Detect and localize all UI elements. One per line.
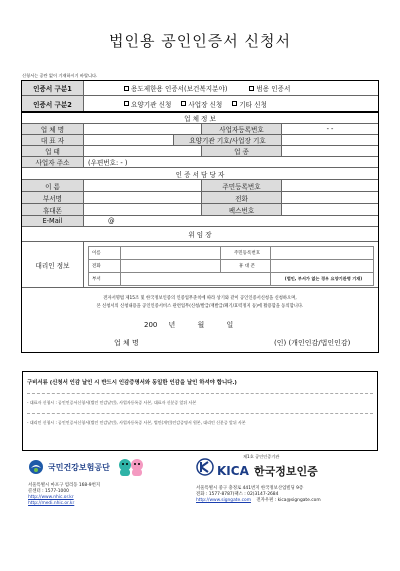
manager-phone-field[interactable] (282, 192, 378, 203)
address-label: 사업자 주소 (22, 157, 84, 167)
nhic-address: 서울특별시 마포구 염리동 168-9번지 (28, 483, 101, 488)
nhic-block (28, 457, 188, 507)
checkbox-icon[interactable] (181, 101, 186, 106)
delegate-phone-field[interactable] (121, 260, 221, 273)
seal-label: (인) (개인인감/법인인감) (274, 339, 351, 347)
kica-url[interactable]: http://www.signgate.com (196, 498, 251, 503)
delegate-name-label: 이름 (89, 247, 121, 260)
nhic-url-2[interactable]: http://medi.nhic.or.kr (28, 501, 75, 506)
delegate-name-field[interactable] (121, 247, 221, 260)
delegate-mobile-field[interactable] (271, 260, 374, 273)
manager-mobile-field[interactable] (84, 204, 202, 215)
manager-dept-field[interactable] (84, 192, 202, 203)
required-documents-ceo: - 대표자 신청시 : 공인인증서신청서(법인 인감날인), 사업자등록증 사본, 대표자 신분증 앞뒤 사본 (27, 400, 197, 405)
delegate-dept-note: (법인, 부서가 없는 경우 요양기관명 기재) (271, 273, 374, 286)
required-documents-heading: 구비서류 (신청서 인감 날인 시 반드시 인감증명서와 동일한 인감을 날인 하셔야 합니다.) (27, 380, 237, 386)
cert-type-option-general[interactable]: 범용 인증서 (249, 83, 290, 93)
apply-type-row (22, 96, 378, 113)
consent-line-2: 본 신청서의 신청내용을 공인인증서비스 관련업무(신청/발급/재발급/폐기/효력정지 등)에 활용함을 동의합니다. (96, 304, 304, 309)
apply-type-option-workplace[interactable]: 사업장 신청 (181, 99, 222, 109)
manager-rrn-field[interactable] (282, 180, 378, 191)
consent-block (22, 288, 378, 352)
kica-brand: KICA (217, 464, 249, 478)
kica-logo-icon (196, 458, 214, 476)
delegate-rrn-field[interactable] (271, 247, 374, 260)
ceo-field[interactable] (84, 135, 174, 145)
required-documents-box (22, 371, 378, 451)
manager-mobile-label: 휴대폰 (22, 204, 84, 215)
checkbox-icon[interactable] (124, 86, 129, 91)
mascot-icon (116, 457, 146, 477)
cert-type-option-restricted[interactable]: 용도제한용 인증서(보건복지분야) (124, 83, 227, 93)
kica-tagline: 제1호 공인인증기관 (243, 454, 280, 459)
manager-fax-label: 팩스번호 (202, 204, 282, 215)
delegate-phone-label: 전화 (89, 260, 121, 273)
checkbox-icon[interactable] (232, 101, 237, 106)
institution-code-label: 요양기관 기호/사업장 기호 (174, 135, 282, 145)
kica-email[interactable]: 전자우편 : kica@signgate.com (256, 498, 321, 503)
form-title: 법인용 공인인증서 신청서 (109, 32, 291, 50)
kica-block (196, 454, 376, 504)
bizno-field[interactable]: - - (326, 125, 334, 133)
kica-name: 한국정보인증 (253, 465, 318, 478)
delegate-row (22, 242, 378, 288)
company-name-label: 업 체 명 (22, 124, 84, 134)
delegate-dept-label: 부서 (89, 273, 121, 286)
checkbox-icon[interactable] (124, 101, 129, 106)
manager-name-field[interactable] (84, 180, 202, 191)
kica-address: 서울특별시 중구 충정로 441번지 한국정보산업빌딩 9층 (196, 486, 304, 491)
manager-dept-label: 부서명 (22, 192, 84, 203)
manager-phone-label: 전화 (202, 192, 282, 203)
apply-type-label: 인증서 구분2 (22, 96, 84, 111)
checkbox-icon[interactable] (249, 86, 254, 91)
manager-rrn-label: 주민등록번호 (202, 180, 282, 191)
apply-type-option-hospital[interactable]: 요양기관 신청 (124, 99, 171, 109)
nhic-url-1[interactable]: http://www.nhic.or.kr (28, 495, 74, 500)
business-type-label: 업 태 (22, 146, 84, 156)
nhic-logo-icon (28, 459, 44, 475)
required-documents-delegate: - 대리인 신청시 : 공인인증서신청서(법인 인감날인), 사업자등록증 사본, 법인(개인)인감증명서 원본, 대리인 신분증 앞뒤 사본 (27, 420, 246, 425)
signer-label: 업 체 명 (114, 339, 139, 347)
business-item-field[interactable] (282, 146, 378, 156)
ceo-label: 대 표 자 (22, 135, 84, 145)
apply-type-option-other[interactable]: 기타 신청 (232, 99, 267, 109)
delegate-section-header: 위 임 장 (22, 227, 378, 242)
consent-line-1: 전자서명법 제15조 및 한국정보인증의 인증업무준칙에 따라 상기와 같이 공인인증서신청을 신청하오며, (103, 296, 297, 301)
business-item-label: 업 종 (202, 146, 282, 156)
delegate-dept-field[interactable] (121, 273, 271, 286)
manager-email-field[interactable]: @ (108, 217, 115, 225)
delegate-label: 대리인 정보 (22, 242, 84, 287)
institution-code-field[interactable] (282, 135, 378, 145)
delegate-rrn-label: 주민등록번호 (221, 247, 271, 260)
form-note: 신청서는 공란 없이 기재하시기 바랍니다. (22, 73, 98, 78)
consent-date: 200 년 월 일 (144, 321, 234, 329)
address-field[interactable]: (우편번호: - ) (88, 159, 128, 167)
company-name-field[interactable] (84, 124, 202, 134)
nhic-tel: 콜센터 : 1577-1000 (28, 489, 69, 494)
delegate-mobile-label: 휴 대 폰 (221, 260, 271, 273)
business-type-field[interactable] (84, 146, 202, 156)
company-section-header: 업 체 정 보 (22, 113, 378, 124)
application-form (21, 80, 379, 353)
kica-tel: 전화 : 1577-8787(팩스 : 02)3147-2684 (196, 492, 279, 497)
cert-type-label: 인증서 구분1 (22, 81, 84, 95)
nhic-name: 국민건강보험공단 (48, 462, 110, 472)
manager-section-header: 인 증 서 담 당 자 (22, 168, 378, 180)
bizno-label: 사업자등록번호 (202, 124, 282, 134)
cert-type-row (22, 81, 378, 96)
manager-fax-field[interactable] (282, 204, 378, 215)
delegate-table (88, 246, 374, 286)
manager-name-label: 이 름 (22, 180, 84, 191)
manager-email-label: E-Mail (22, 216, 84, 226)
